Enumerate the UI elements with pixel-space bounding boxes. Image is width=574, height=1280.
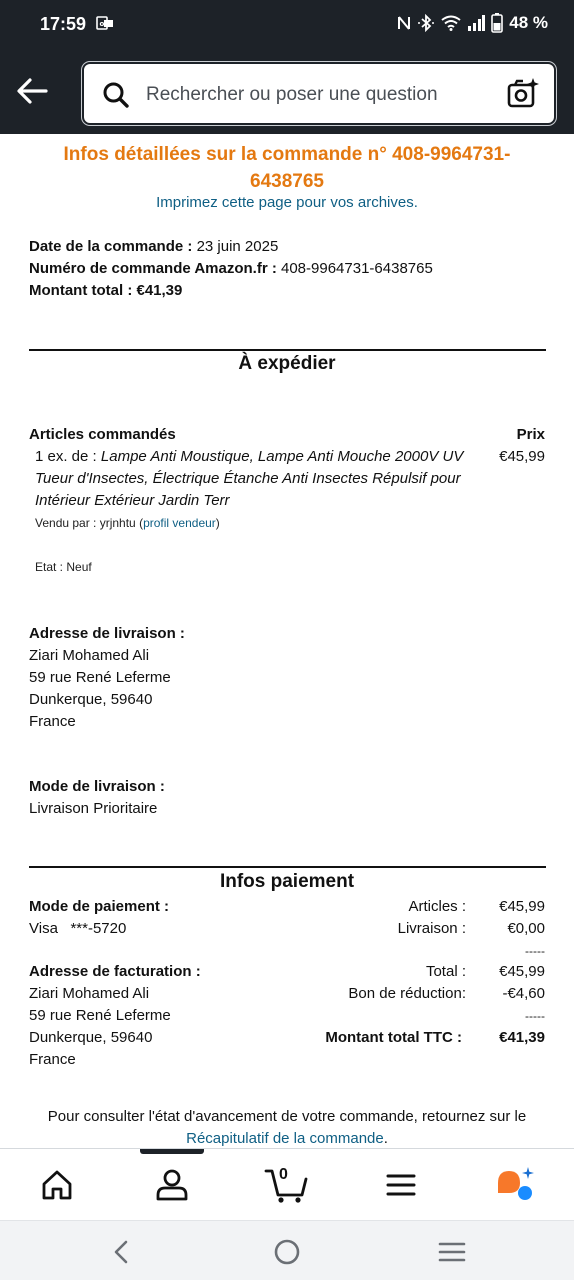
order-date [29, 237, 278, 257]
svg-text:o: o [99, 20, 105, 28]
nfc-icon [397, 15, 411, 31]
home-icon[interactable] [37, 1165, 77, 1205]
payment-card-number: ***-5720 [70, 920, 127, 937]
cart-count: 0 [279, 1166, 288, 1183]
payment-card-type: Visa [29, 920, 58, 937]
billing-address-line: Dunkerque, 59640 [29, 1029, 153, 1046]
status-time: 17:59 [40, 14, 87, 34]
shipping-address-label: Adresse de livraison : [29, 625, 185, 642]
system-navigation-bar [0, 1220, 574, 1280]
rufus-assistant-icon[interactable] [496, 1165, 536, 1205]
battery-icon [491, 13, 503, 33]
note-suffix: . [383, 1130, 388, 1147]
articles-header: Articles commandés [29, 426, 176, 443]
summary-total-value: €45,99 [499, 963, 545, 980]
summary-separator: ----- [525, 1009, 545, 1023]
order-total [29, 281, 182, 301]
order-number-value: 408-9964731-6438765 [281, 260, 433, 277]
divider [29, 866, 546, 868]
shipping-address-line: Ziari Mohamed Ali [29, 647, 150, 664]
shipping-section-title: À expédier [238, 353, 336, 374]
search-input[interactable] [82, 62, 556, 125]
system-recents-icon[interactable] [437, 1237, 467, 1267]
back-arrow-icon[interactable] [14, 73, 50, 109]
summary-grand-total-label: Montant total TTC : [325, 1029, 462, 1046]
cart-button[interactable] [264, 1165, 308, 1205]
shipping-address-line: Dunkerque, 59640 [29, 691, 153, 708]
seller-profile-link[interactable]: profil vendeur [143, 516, 216, 530]
seller-info [35, 512, 220, 534]
item-price: €45,99 [499, 448, 545, 465]
wifi-icon [441, 15, 461, 31]
signal-icon [467, 15, 485, 31]
shipping-address-line: France [29, 713, 76, 730]
bluetooth-icon [417, 14, 435, 32]
summary-grand-total-value: €41,39 [499, 1029, 545, 1046]
bottom-navigation [0, 1148, 574, 1220]
payment-section-title: Infos paiement [219, 871, 355, 892]
seller-suffix: ) [215, 516, 220, 530]
order-total-value: €41,39 [136, 282, 183, 299]
camera-search-icon[interactable] [506, 77, 540, 111]
app-header [0, 48, 574, 134]
summary-articles-value: €45,99 [499, 898, 545, 915]
summary-separator: ----- [525, 944, 545, 958]
item-name[interactable]: Lampe Anti Moustique, Lampe Anti Mouche 2000V UV Tueur d'Insectes, Électrique Étanche Anti Insectes Répulsif pour Intérieur Extérieur Jardin Terr [35, 448, 464, 509]
shipping-address-line: 59 rue René Leferme [29, 669, 171, 686]
order-number-label: Numéro de commande Amazon.fr : [29, 260, 277, 277]
summary-discount-label: Bon de réduction: [348, 985, 466, 1002]
delivery-mode-label: Mode de livraison : [29, 778, 165, 795]
account-icon[interactable] [152, 1165, 192, 1205]
summary-discount-value: -€4,60 [502, 985, 545, 1002]
status-icons [397, 13, 548, 33]
billing-address-label: Adresse de facturation : [29, 963, 201, 980]
status-bar [0, 0, 574, 48]
system-home-icon[interactable] [272, 1237, 302, 1267]
payment-method-label: Mode de paiement : [29, 898, 170, 915]
note-prefix: Pour consulter l'état d'avancement de votre commande, retournez sur le [47, 1108, 527, 1125]
print-page-link[interactable]: Imprimez cette page pour vos archives. [156, 194, 418, 211]
outlook-notification-icon [96, 15, 114, 31]
item-quantity: 1 ex. de : [35, 448, 97, 465]
item-condition: Etat : Neuf [35, 560, 92, 574]
order-details-content [0, 134, 574, 1148]
summary-shipping-value: €0,00 [507, 920, 545, 937]
search-icon [102, 81, 130, 109]
battery-percent: 48 % [509, 13, 548, 32]
price-header: Prix [516, 426, 545, 443]
order-summary-link[interactable]: Récapitulatif de la commande [186, 1130, 384, 1147]
order-date-value: 23 juin 2025 [196, 238, 279, 255]
ordered-item [35, 446, 490, 512]
billing-address-line: France [29, 1051, 76, 1068]
summary-total-label: Total : [425, 963, 466, 980]
summary-articles-label: Articles : [408, 898, 466, 915]
divider [29, 349, 546, 351]
billing-address-line: 59 rue René Leferme [29, 1007, 171, 1024]
payment-method-value [29, 918, 126, 940]
summary-shipping-label: Livraison : [397, 920, 466, 937]
active-tab-indicator [140, 1149, 204, 1154]
billing-address-line: Ziari Mohamed Ali [29, 985, 150, 1002]
order-date-label: Date de la commande : [29, 238, 193, 255]
page-title: Infos détaillées sur la commande n° 408-9964731-6438765 [63, 144, 511, 192]
search-placeholder: Rechercher ou poser une question [146, 84, 438, 105]
order-number [29, 259, 433, 279]
order-total-label: Montant total : [29, 282, 133, 299]
order-status-note [20, 1106, 554, 1148]
menu-icon[interactable] [381, 1165, 421, 1205]
system-back-icon[interactable] [106, 1237, 136, 1267]
seller-prefix: Vendu par : yrjnhtu ( [35, 516, 144, 530]
delivery-mode-value: Livraison Prioritaire [29, 800, 158, 817]
